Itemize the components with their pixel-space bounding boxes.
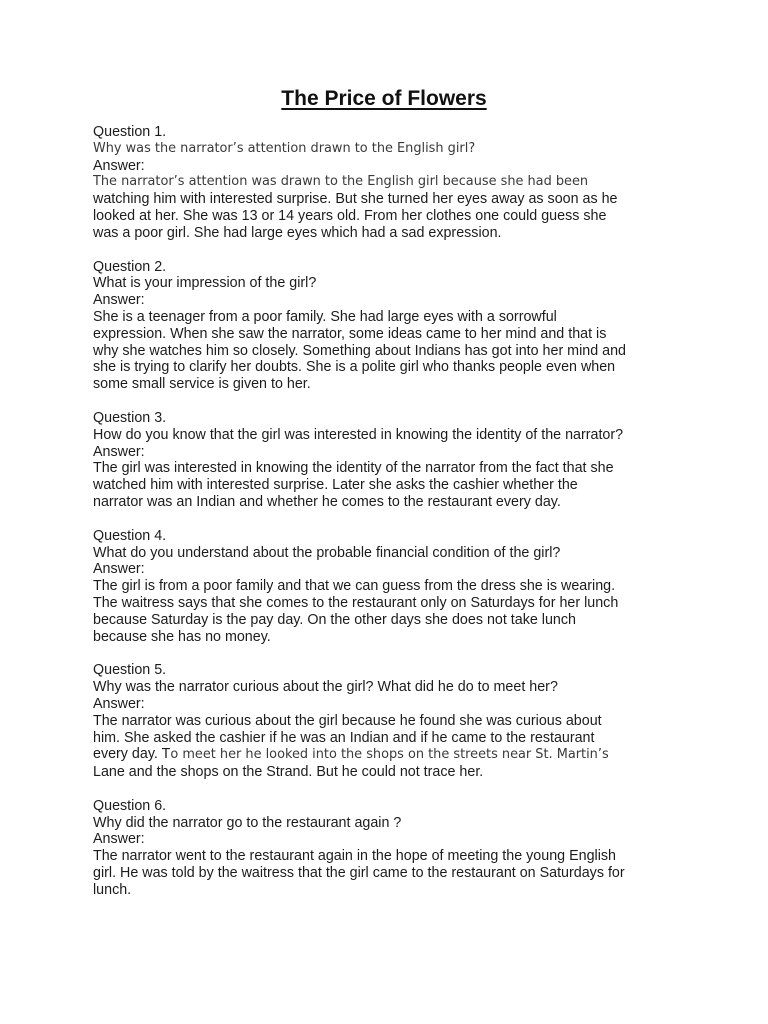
answer-line: some small service is given to her. <box>93 376 311 393</box>
question-block-1 <box>93 124 693 242</box>
question-label: Question 3. <box>93 409 167 426</box>
question-label: Question 1. <box>93 124 167 140</box>
question-block-2 <box>93 259 693 393</box>
answer-line: Lane and the shops on the Strand. But he could not trace her. <box>93 764 484 781</box>
question-block-4 <box>93 528 693 646</box>
answer-label: Answer: <box>93 695 145 712</box>
answer-label: Answer: <box>93 292 145 309</box>
question-block-6 <box>93 798 693 899</box>
answer-line: was a poor girl. She had large eyes which had a sad expression. <box>93 224 502 241</box>
answer-line: watching him with interested surprise. But she turned her eyes away as soon as he <box>93 191 618 208</box>
answer-line-mixed <box>93 746 693 764</box>
question-text: How do you know that the girl was interested in knowing the identity of the narrator? <box>93 426 624 443</box>
question-text: What is your impression of the girl? <box>93 275 317 292</box>
page-title: The Price of Flowers <box>281 87 487 110</box>
answer-line: expression. When she saw the narrator, some ideas came to her mind and that is <box>93 325 607 342</box>
question-text: Why was the narrator’s attention drawn to the English girl? <box>93 140 476 156</box>
answer-line: The narrator went to the restaurant again in the hope of meeting the young English <box>93 848 616 865</box>
answer-line: The narrator was curious about the girl because he found she was curious about <box>93 712 602 729</box>
answer-label: Answer: <box>93 561 145 578</box>
answer-label: Answer: <box>93 157 145 174</box>
answer-line: She is a teenager from a poor family. She had large eyes with a sorrowful <box>93 308 557 325</box>
question-text: Why was the narrator curious about the girl? What did he do to meet her? <box>93 679 558 696</box>
answer-line: The girl was interested in knowing the identity of the narrator from the fact that she <box>93 460 614 477</box>
answer-line: girl. He was told by the waitress that the girl came to the restaurant on Saturdays for <box>93 865 625 882</box>
question-text: Why did the narrator go to the restaurant again ? <box>93 814 402 831</box>
question-label: Question 5. <box>93 662 167 679</box>
answer-line: looked at her. She was 13 or 14 years old. From her clothes one could guess she <box>93 207 607 224</box>
answer-line: because she has no money. <box>93 628 271 645</box>
answer-line: The waitress says that she comes to the restaurant only on Saturdays for her lunch <box>93 594 619 611</box>
answer-line: lunch. <box>93 881 132 898</box>
answer-line: The narrator’s attention was drawn to the English girl because she had been <box>93 174 589 190</box>
answer-line: watched him with interested surprise. Later she asks the cashier whether the <box>93 477 578 494</box>
answer-segment-light: o meet her he looked into the shops on the streets near St. Martin’s <box>170 747 609 763</box>
question-text: What do you understand about the probable financial condition of the girl? <box>93 544 561 561</box>
question-label: Question 6. <box>93 797 167 814</box>
answer-segment: every day. T <box>93 746 171 763</box>
question-block-3 <box>93 410 693 511</box>
question-answer-list <box>93 124 693 916</box>
answer-line: him. She asked the cashier if he was an Indian and if he came to the restaurant <box>93 729 595 746</box>
answer-line: because Saturday is the pay day. On the other days she does not take lunch <box>93 611 576 628</box>
answer-line: why she watches him so closely. Something about Indians has got into her mind and <box>93 342 626 359</box>
answer-line: narrator was an Indian and whether he comes to the restaurant every day. <box>93 493 561 510</box>
answer-label: Answer: <box>93 831 145 848</box>
question-label: Question 2. <box>93 258 167 275</box>
answer-line: The girl is from a poor family and that we can guess from the dress she is wearing. <box>93 578 616 595</box>
answer-label: Answer: <box>93 443 145 460</box>
question-label: Question 4. <box>93 527 167 544</box>
answer-line: she is trying to clarify her doubts. She is a polite girl who thanks people even when <box>93 359 616 376</box>
question-block-5 <box>93 662 693 781</box>
